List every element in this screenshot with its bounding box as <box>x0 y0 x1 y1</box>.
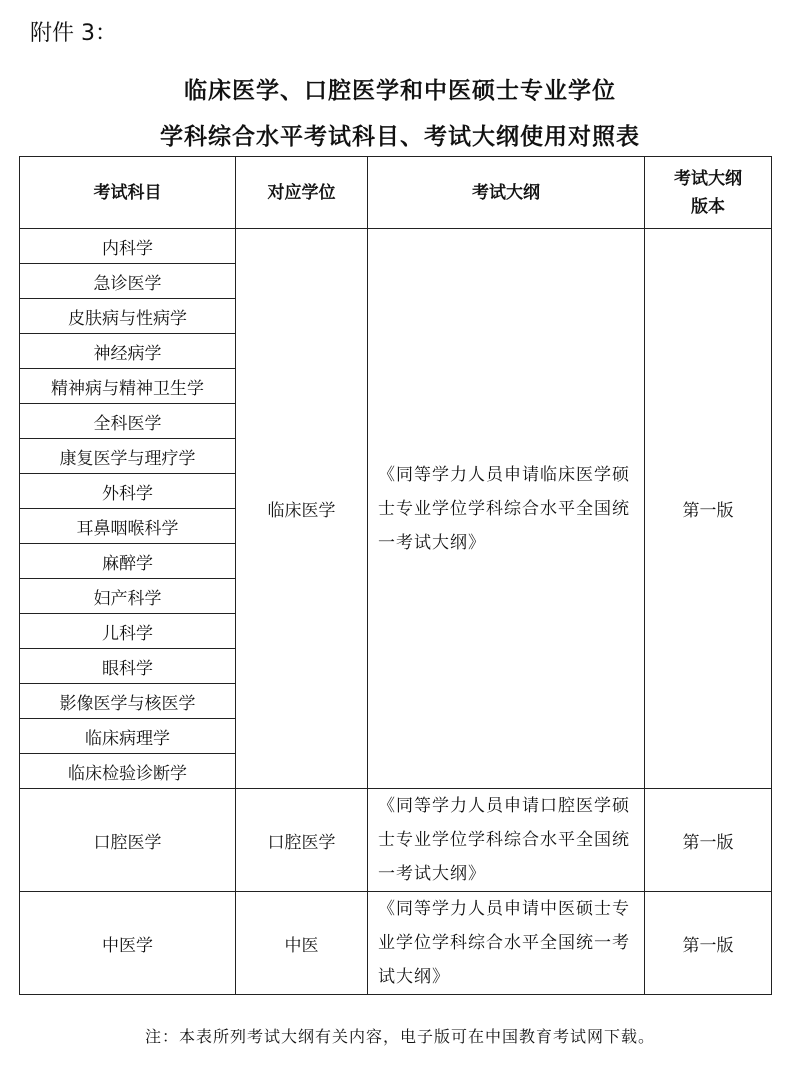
tcm-outline-cell: 《同等学力人员申请中医硕士专业学位学科综合水平全国统一考试大纲》 <box>368 892 645 995</box>
attachment-label: 附件 3： <box>30 21 117 46</box>
subject-cell: 康复医学与理疗学 <box>20 439 236 474</box>
subject-cell: 外科学 <box>20 474 236 509</box>
table-row <box>20 229 772 264</box>
tcm-subject-cell: 中医学 <box>20 892 236 995</box>
subject-cell: 儿科学 <box>20 614 236 649</box>
subject-cell: 耳鼻咽喉科学 <box>20 509 236 544</box>
header-outline: 考试大纲 <box>368 157 645 229</box>
document-title-line-1: 临床医学、口腔医学和中医硕士专业学位 <box>184 78 616 104</box>
tcm-degree-cell: 中医 <box>236 892 368 995</box>
dental-version-cell: 第一版 <box>645 789 772 892</box>
clinical-version-cell: 第一版 <box>645 229 772 789</box>
table-header-row <box>20 157 772 229</box>
dental-outline-cell: 《同等学力人员申请口腔医学硕士专业学位学科综合水平全国统一考试大纲》 <box>368 789 645 892</box>
table-row-dental <box>20 789 772 892</box>
subject-cell: 神经病学 <box>20 334 236 369</box>
subject-cell: 精神病与精神卫生学 <box>20 369 236 404</box>
tcm-version-cell: 第一版 <box>645 892 772 995</box>
header-degree: 对应学位 <box>236 157 368 229</box>
document-title-line-2: 学科综合水平考试科目、考试大纲使用对照表 <box>160 124 640 150</box>
clinical-outline-cell: 《同等学力人员申请临床医学硕士专业学位学科综合水平全国统一考试大纲》 <box>368 229 645 789</box>
subject-cell: 临床病理学 <box>20 719 236 754</box>
dental-subject-cell: 口腔医学 <box>20 789 236 892</box>
subject-cell: 全科医学 <box>20 404 236 439</box>
subject-cell: 麻醉学 <box>20 544 236 579</box>
header-version: 考试大纲版本 <box>645 157 772 229</box>
table-row-tcm <box>20 892 772 995</box>
clinical-degree-cell: 临床医学 <box>236 229 368 789</box>
footnote: 注：本表所列考试大纲有关内容，电子版可在中国教育考试网下载。 <box>144 1027 655 1046</box>
subject-cell: 内科学 <box>20 229 236 264</box>
subject-cell: 急诊医学 <box>20 264 236 299</box>
dental-degree-cell: 口腔医学 <box>236 789 368 892</box>
exam-syllabus-table <box>19 156 772 995</box>
subject-cell: 临床检验诊断学 <box>20 754 236 789</box>
subject-cell: 皮肤病与性病学 <box>20 299 236 334</box>
subject-cell: 眼科学 <box>20 649 236 684</box>
subject-cell: 影像医学与核医学 <box>20 684 236 719</box>
subject-cell: 妇产科学 <box>20 579 236 614</box>
header-subject: 考试科目 <box>20 157 236 229</box>
